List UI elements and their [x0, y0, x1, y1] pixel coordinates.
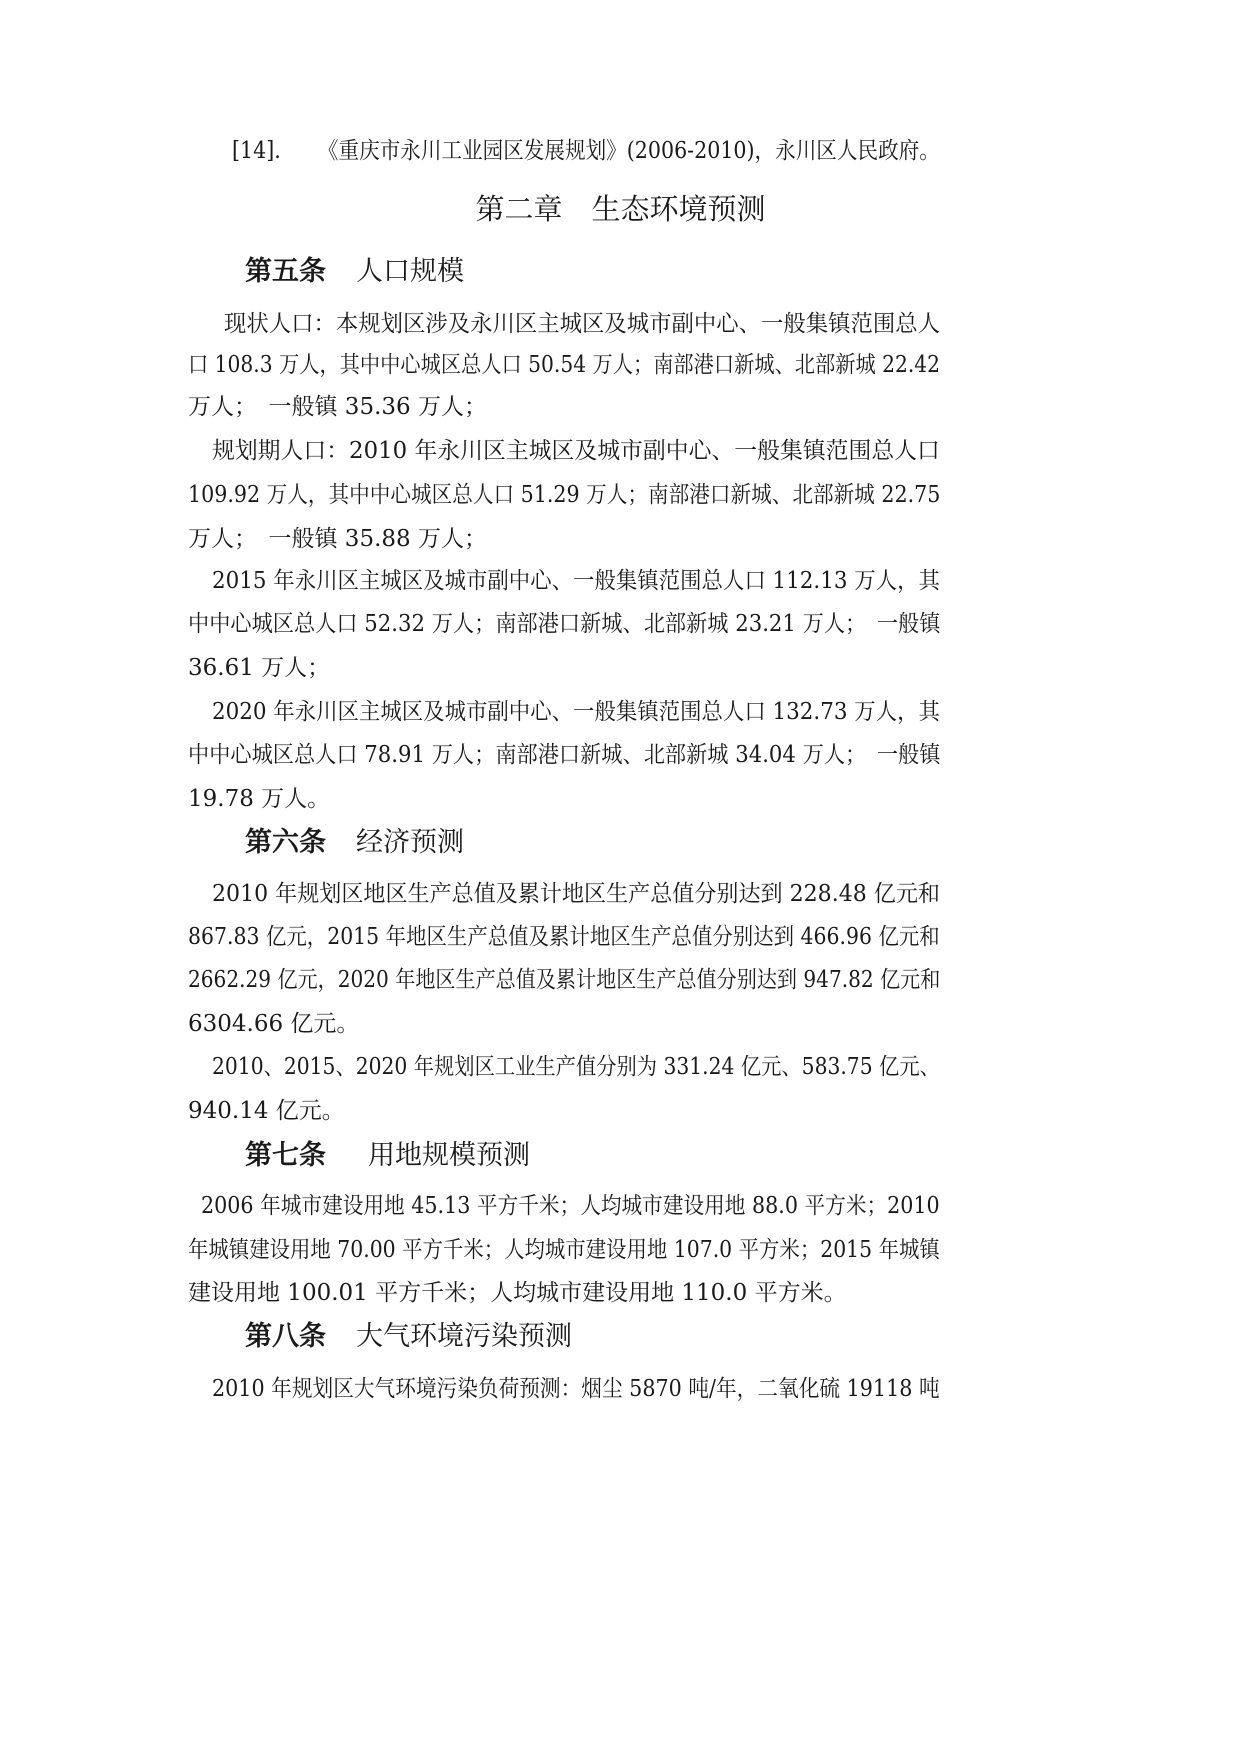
article-number: 第六条 — [245, 827, 326, 858]
paragraph-line: 建设用地 100.01 平方千米；人均城市建设用地 110.0 平方米。 — [188, 1280, 847, 1306]
paragraph-line: 2662.29 亿元，2020 年地区生产总值及累计地区生产总值分别达到 947.82 亿元和 — [188, 967, 941, 993]
paragraph-line: 2010 年规划区大气环境污染负荷预测：烟尘 5870 吨/年，二氧化硫 19118 吨 — [212, 1376, 940, 1402]
reference-entry — [232, 136, 940, 166]
paragraph-line: 109.92 万人，其中中心城区总人口 51.29 万人；南部港口新城、北部新城 22.75 — [188, 482, 941, 508]
paragraph-line: 现状人口：本规划区涉及永川区主城区及城市副中心、一般集镇范围总人 — [224, 311, 940, 337]
paragraph-line: 2010 年规划区地区生产总值及累计地区生产总值分别达到 228.48 亿元和 — [212, 881, 940, 907]
article-heading — [245, 1139, 530, 1173]
paragraph-line: 年城镇建设用地 70.00 平方千米；人均城市建设用地 107.0 平方米；2015 年城镇 — [188, 1237, 940, 1263]
paragraph-line: 口 108.3 万人，其中中心城区总人口 50.54 万人；南部港口新城、北部新城 22.42 — [188, 352, 941, 378]
reference-number: [14]. — [232, 138, 281, 164]
article-title: 经济预测 — [356, 827, 464, 858]
paragraph-line: 19.78 万人。 — [188, 786, 331, 812]
paragraph-line: 2006 年城市建设用地 45.13 平方千米；人均城市建设用地 88.0 平方米；2010 — [201, 1193, 940, 1219]
article-title: 用地规模预测 — [368, 1140, 530, 1171]
article-heading — [245, 255, 464, 289]
paragraph-line: 中中心城区总人口 52.32 万人；南部港口新城、北部新城 23.21 万人； 一般镇 — [188, 611, 941, 637]
article-number: 第五条 — [245, 256, 326, 287]
article-title: 人口规模 — [356, 256, 464, 287]
paragraph-line: 36.61 万人； — [188, 655, 331, 681]
paragraph-line: 2010、2015、2020 年规划区工业生产值分别为 331.24 亿元、583.75 亿元、 — [212, 1054, 940, 1080]
article-title: 大气环境污染预测 — [356, 1321, 572, 1352]
paragraph-line: 中中心城区总人口 78.91 万人；南部港口新城、北部新城 34.04 万人； 一般镇 — [188, 742, 941, 768]
article-number: 第八条 — [245, 1321, 326, 1352]
paragraph-line: 867.83 亿元，2015 年地区生产总值及累计地区生产总值分别达到 466.96 亿元和 — [188, 924, 940, 950]
article-number: 第七条 — [245, 1140, 326, 1171]
paragraph-line: 2020 年永川区主城区及城市副中心、一般集镇范围总人口 132.73 万人，其 — [212, 699, 940, 725]
paragraph-line: 940.14 亿元。 — [188, 1098, 345, 1124]
article-heading — [245, 826, 464, 860]
paragraph-line: 2015 年永川区主城区及城市副中心、一般集镇范围总人口 112.13 万人，其 — [212, 568, 940, 594]
paragraph-line: 6304.66 亿元。 — [188, 1011, 360, 1037]
chapter-title: 第二章 生态环境预测 — [475, 192, 766, 226]
article-heading — [245, 1320, 572, 1354]
reference-text: 《重庆市永川工业园区发展规划》(2006-2010)，永川区人民政府。 — [317, 138, 940, 164]
paragraph-line: 规划期人口：2010 年永川区主城区及城市副中心、一般集镇范围总人口 — [212, 438, 940, 464]
paragraph-line: 万人； 一般镇 35.36 万人； — [188, 394, 487, 420]
paragraph-line: 万人； 一般镇 35.88 万人； — [188, 526, 487, 552]
